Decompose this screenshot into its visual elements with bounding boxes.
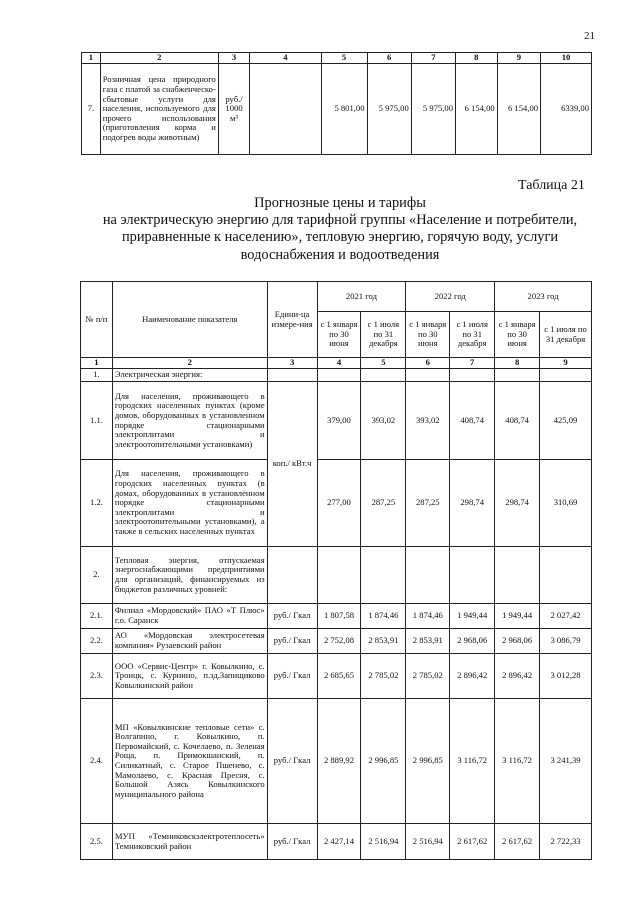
table-label: Таблица 21 [518,178,585,193]
value-cell: 1 874,46 [361,604,406,629]
value-cell: 1 807,58 [317,604,361,629]
value-cell: 1 949,44 [450,604,495,629]
header-year-2022: 2022 год [406,282,495,312]
value-cell: 379,00 [317,382,361,460]
table-row [81,654,592,699]
row-unit: руб./ Гкал [267,699,317,824]
page-number: 21 [584,30,595,42]
value-cell: 2 968,06 [450,629,495,654]
value-cell [495,369,540,382]
value-cell: 2 722,33 [540,824,592,860]
value-cell: 408,74 [450,382,495,460]
value-cell: 2 427,14 [317,824,361,860]
value-cell: 2 889,92 [317,699,361,824]
row-empty-cell [250,64,321,155]
value-cell: 5 801,00 [321,64,367,155]
value-cell: 2 996,85 [361,699,406,824]
value-cell: 2 027,42 [540,604,592,629]
title-line: Прогнозные цены и тарифы [254,195,426,211]
row-name: Филиал «Мордовский» ПАО «Т Плюс» г.о. Саранск [112,604,267,629]
column-number: 1 [81,358,113,369]
column-number: 6 [406,358,450,369]
value-cell: 393,02 [361,382,406,460]
table-row [81,382,592,460]
row-number: 2.5. [81,824,113,860]
value-cell: 2 685,65 [317,654,361,699]
value-cell: 393,02 [406,382,450,460]
value-cell [406,547,450,604]
value-cell: 287,25 [406,460,450,547]
value-cell [540,369,592,382]
row-number: 1.1. [81,382,113,460]
value-cell: 3 116,72 [495,699,540,824]
header-cell: 9 [497,53,540,64]
row-number: 1. [81,369,113,382]
table-title [80,195,600,264]
value-cell: 2 853,91 [406,629,450,654]
value-cell: 3 086,79 [540,629,592,654]
row-name: Для населения, проживающего в городских населенных пунктах (кроме домов, оборудованных в установленном порядке стационарными электроплитами и электроотопительными установками) [112,382,267,460]
value-cell: 2 752,08 [317,629,361,654]
value-cell: 2 853,91 [361,629,406,654]
value-cell [406,369,450,382]
row-name: Для населения, проживающего в городских населенных пунктах (в домах, оборудованных в установленном порядке стационарными электроплитами и электроотопительными установками), а также в сельских населенных пунктах [112,460,267,547]
header-cell: 5 [321,53,367,64]
header-cell: 4 [250,53,321,64]
value-cell: 6 154,00 [497,64,540,155]
column-number: 4 [317,358,361,369]
row-name: Тепловая энергия, отпускаемая энергоснабжающими предприятиями для организаций, финансируемых из бюджетов различных уровней: [112,547,267,604]
value-cell: 5 975,00 [367,64,411,155]
value-cell: 298,74 [450,460,495,547]
column-number: 7 [450,358,495,369]
value-cell [450,369,495,382]
row-unit: руб./ Гкал [267,654,317,699]
value-cell: 3 241,39 [540,699,592,824]
value-cell: 408,74 [495,382,540,460]
row-name: МУП «Темниковскэлектротеплосеть» Темниковский район [112,824,267,860]
value-cell: 1 949,44 [495,604,540,629]
value-cell [317,369,361,382]
table-row [81,369,592,382]
table-row [81,699,592,824]
row-name: Розничная цена природного газа с платой за снабженческо-сбытовые услуги для населения, используемого для прочего использования (приготовления корма и подогрев воды животным) [100,64,218,155]
column-number: 2 [112,358,267,369]
table-row [81,604,592,629]
tariffs-table [80,281,592,860]
column-numbers-row [81,358,592,369]
row-unit [267,547,317,604]
value-cell: 6339,00 [541,64,592,155]
value-cell: 2 516,94 [361,824,406,860]
value-cell: 3 116,72 [450,699,495,824]
value-cell: 3 012,28 [540,654,592,699]
value-cell: 298,74 [495,460,540,547]
value-cell [317,547,361,604]
value-cell: 5 975,00 [411,64,455,155]
value-cell: 2 968,06 [495,629,540,654]
value-cell: 310,69 [540,460,592,547]
value-cell: 2 617,62 [450,824,495,860]
row-unit: руб./ 1000 м³ [218,64,249,155]
header-cell: 2 [100,53,218,64]
row-unit: руб./ Гкал [267,824,317,860]
table-row [82,64,592,155]
value-cell: 1 874,46 [406,604,450,629]
header-num: № п/п [81,282,113,358]
value-cell: 6 154,00 [455,64,497,155]
header-period-first: с 1 января по 30 июня [406,312,450,358]
header-name: Наименование показателя [112,282,267,358]
value-cell: 2 785,02 [361,654,406,699]
row-unit [267,369,317,382]
row-name: ООО «Сервис-Центр» г. Ковылкино, с. Троицк, с. Курнино, п.зд.Запищиково Ковылкинский район [112,654,267,699]
row-number: 1.2. [81,460,113,547]
header-cell: 1 [82,53,101,64]
row-number: 2.2. [81,629,113,654]
title-line: приравненные к населению», тепловую энергию, горячую воду, услуги [121,229,559,246]
column-number: 3 [267,358,317,369]
header-cell: 3 [218,53,249,64]
value-cell: 287,25 [361,460,406,547]
continuation-header-row [82,53,592,64]
header-cell: 10 [541,53,592,64]
title-line: на электрическую энергию для тарифной группы «Население и потребители, [102,212,578,229]
row-number: 2. [81,547,113,604]
title-line: водоснабжения и водоотведения [240,246,440,263]
table-row [81,824,592,860]
value-cell: 2 617,62 [495,824,540,860]
table-row [81,547,592,604]
header-year-2023: 2023 год [495,282,592,312]
value-cell: 2 896,42 [495,654,540,699]
row-number: 2.4. [81,699,113,824]
value-cell: 2 996,85 [406,699,450,824]
row-name: МП «Ковылкинские тепловые сети» с. Волгапино, г. Ковылкино, п. Первомайский, с. Кочелаево, п. Зеленая Роща, п. Примокшанский, п. Силикатный, с. Старое Пшенево, с. Мамолаево, с. Красная Пресня, с. Большой Азясь Ковылкинского муниципального района [112,699,267,824]
header-unit: Едини-ца измере-ния [267,282,317,358]
header-period-second: с 1 июля по 31 декабря [450,312,495,358]
header-period-first: с 1 января по 30 июня [495,312,540,358]
header-period-second: с 1 июля по 31 декабря [361,312,406,358]
value-cell: 2 516,94 [406,824,450,860]
continuation-table [81,52,592,155]
value-cell [450,547,495,604]
column-number: 5 [361,358,406,369]
value-cell [361,547,406,604]
table-row [81,629,592,654]
row-number: 2.3. [81,654,113,699]
header-period-first: с 1 января по 30 июня [317,312,361,358]
table-row [81,460,592,547]
header-row-years [81,282,592,312]
row-unit: руб./ Гкал [267,604,317,629]
header-cell: 8 [455,53,497,64]
column-number: 8 [495,358,540,369]
header-cell: 6 [367,53,411,64]
row-unit: коп./ кВт.ч [267,382,317,547]
value-cell [495,547,540,604]
row-number: 2.1. [81,604,113,629]
value-cell: 2 896,42 [450,654,495,699]
value-cell [361,369,406,382]
value-cell [540,547,592,604]
header-period-second: с 1 июля по 31 декабря [540,312,592,358]
row-unit: руб./ Гкал [267,629,317,654]
row-name: Электрическая энергия: [112,369,267,382]
column-number: 9 [540,358,592,369]
row-number: 7. [82,64,101,155]
header-year-2021: 2021 год [317,282,406,312]
value-cell: 277,00 [317,460,361,547]
value-cell: 425,09 [540,382,592,460]
value-cell: 2 785,02 [406,654,450,699]
header-cell: 7 [411,53,455,64]
row-name: АО «Мордовская электросетевая компания» Рузаевский район [112,629,267,654]
